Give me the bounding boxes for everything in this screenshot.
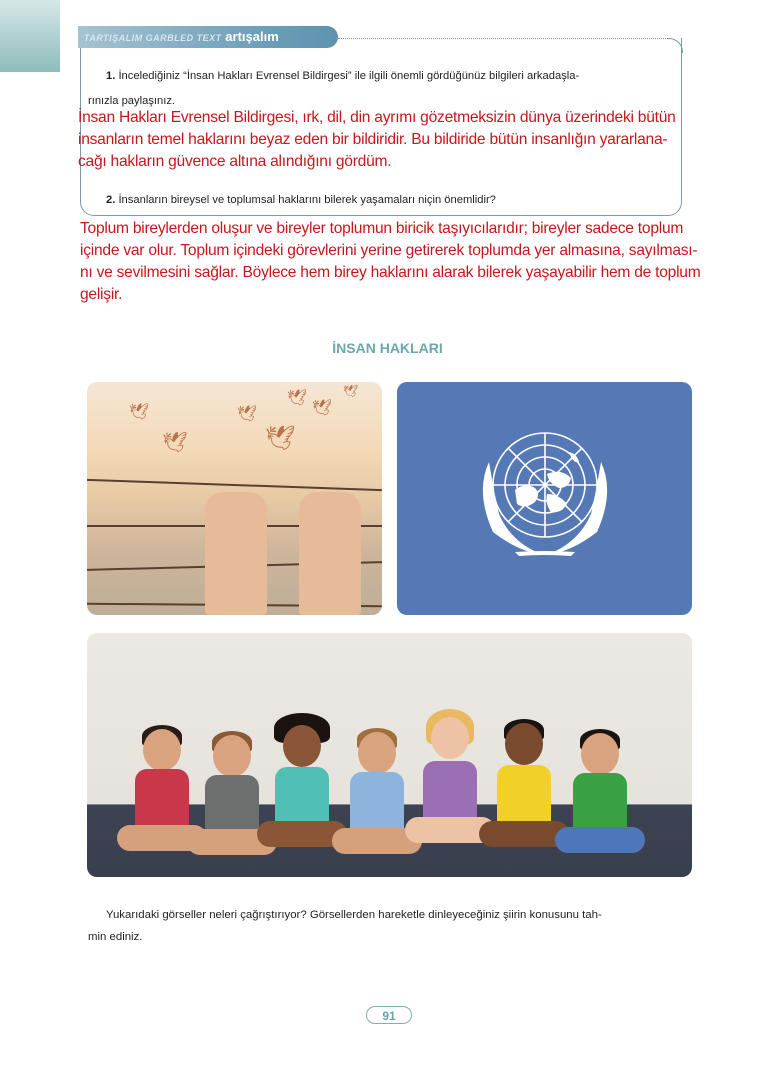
bird-icon: 🕊 [237, 406, 258, 423]
discussion-prompt [88, 904, 698, 948]
left-hand [205, 492, 267, 615]
section-header-tab [78, 26, 338, 48]
answer-line: içinde var olur. Toplum içindeki görevlerini yerine getirerek toplumda yer almasına, sayılması- [80, 242, 698, 259]
bird-icon: 🕊 [343, 384, 359, 398]
question-text: İncelediğiniz “İnsan Hakları Evrensel Bildirgesi” ile ilgili önemli gördüğünüz bilgileri arkadaşla- [118, 70, 580, 82]
page-number: 91 [366, 1006, 412, 1024]
barbed-wire [87, 479, 382, 491]
bird-icon: 🕊 [312, 400, 333, 417]
answer-line: İnsan Hakları Evrensel Bildirgesi, ırk, dil, din ayrımı gözetmeksizin dünya üzerindeki bütün [78, 109, 676, 126]
answer-line: Toplum bireylerden oluşur ve bireyler toplumun biricik taşıyıcılarıdır; bireyler sadece toplum [80, 220, 684, 237]
header-label: artışalım [225, 29, 279, 44]
answer-line: nı ve sevilmesini sağlar. Böylece hem birey haklarını alarak bilerek yaşayabilir hem de toplum [80, 264, 701, 281]
prompt-line: Yukarıdaki görseller neleri çağrıştırıyor? Görsellerden hareketle dinleyeceğiniz şiirin konusunu tah- [106, 909, 602, 921]
right-hand [299, 492, 361, 615]
un-emblem-image [397, 382, 692, 615]
question-number: 1. [106, 70, 116, 82]
answer-line: cağı hakların güvence altına alındığını gördüm. [78, 153, 392, 170]
bird-icon: 🕊 [129, 404, 150, 421]
child-figure [555, 729, 645, 855]
corner-decoration [0, 0, 60, 72]
header-garbled-text: TARTIŞALIM GARBLED TEXT [84, 33, 222, 43]
prompt-line: min ediniz. [88, 931, 143, 943]
question-1 [106, 70, 579, 82]
hands-barbed-wire-image [87, 382, 382, 615]
question-number: 2. [106, 194, 116, 206]
bird-icon: 🕊 [265, 425, 296, 452]
bird-icon: 🕊 [287, 390, 308, 407]
question-2 [106, 194, 496, 206]
answer-line: gelişir. [80, 286, 123, 303]
question-text: İnsanların bireysel ve toplumsal haklarını bilerek yaşamaları niçin önemlidir? [118, 194, 496, 206]
children-group-image [87, 633, 692, 877]
answer-1 [78, 107, 676, 173]
answer-2 [80, 218, 700, 306]
answer-line: insanların temel haklarını beyaz eden bir bildiridir. Bu bildiride bütün insanlığın yararlana- [78, 131, 668, 148]
section-title: İNSAN HAKLARI [332, 340, 443, 356]
bird-icon: 🕊 [162, 432, 188, 454]
question-1-continuation: rınızla paylaşınız. [88, 95, 176, 107]
un-emblem-icon [397, 382, 692, 615]
header-dotted-rule [338, 38, 670, 39]
